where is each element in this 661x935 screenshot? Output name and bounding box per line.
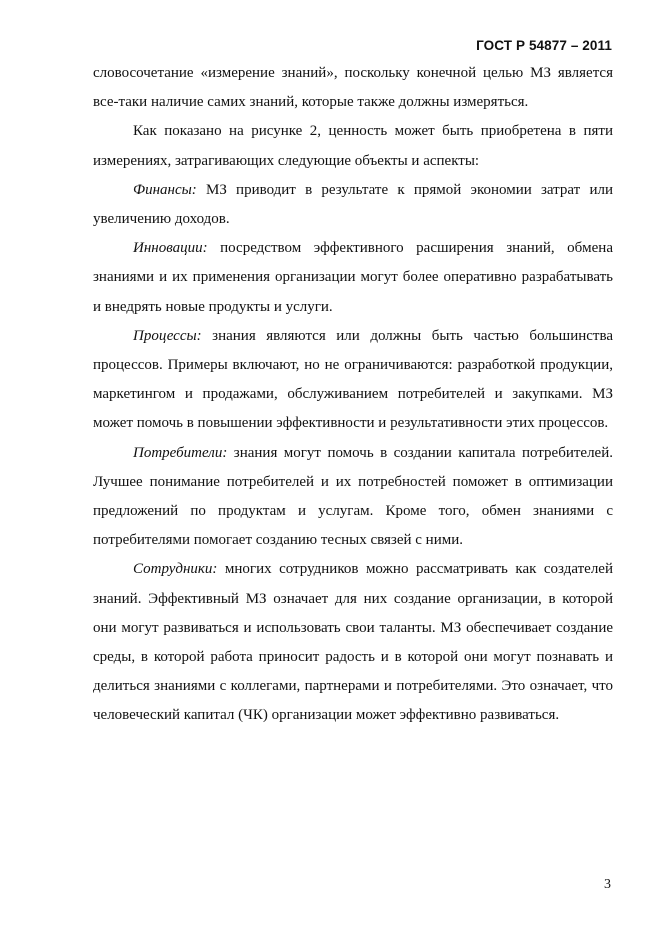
paragraph-lead: Финансы: (133, 181, 197, 198)
paragraph-text: знания могут помочь в создании капитала потребителей. Лучшее понимание потребителей и их потребностей поможет в оптимизации предложений по продуктам и услугам. Кроме того, обмен знаниями с потребителями помогает созданию тесных связей с ними. (93, 444, 613, 549)
paragraph-employees (93, 555, 613, 730)
page-number: 3 (604, 877, 611, 892)
paragraph-lead: Потребители: (133, 444, 228, 461)
paragraph-text: посредством эффективного расширения знаний, обмена знаниями и их применения организации могут более оперативно разрабатывать и внедрять новые продукты и услуги. (93, 240, 613, 315)
paragraph-lead: Процессы: (133, 327, 202, 344)
paragraph-intro (93, 117, 613, 175)
paragraph-innovation (93, 234, 613, 322)
paragraph-lead: Инновации: (133, 240, 208, 257)
paragraph-lead: Сотрудники: (133, 561, 218, 578)
paragraph-text: многих сотрудников можно рассматривать как создателей знаний. Эффективный МЗ означает для них создание организации, в которой они могут развиваться и использовать свои таланты. МЗ обеспечивает создание среды, в которой работа приносит радость и в которой они могут познавать и делиться знаниями с коллегами, партнерами и потребителями. Это означает, что человеческий капитал (ЧК) организации может эффективно развиваться. (93, 561, 613, 724)
paragraph-text: знания являются или должны быть частью большинства процессов. Примеры включают, но не ограничиваются: разработкой продукции, маркетингом и продажами, обслуживанием потребителей и закупками. МЗ может помочь в повышении эффективности и результативности этих процессов. (93, 327, 613, 432)
paragraph-continuation (93, 59, 613, 117)
document-header-id: ГОСТ Р 54877 – 2011 (476, 38, 612, 53)
paragraph-text: словосочетание «измерение знаний», поскольку конечной целью МЗ является все-таки наличие самих знаний, которые также должны измеряться. (93, 65, 613, 111)
paragraph-consumers (93, 439, 613, 556)
paragraph-processes (93, 322, 613, 439)
document-body (93, 59, 613, 731)
paragraph-finance (93, 176, 613, 234)
paragraph-text: МЗ приводит в результате к прямой экономии затрат или увеличению доходов. (93, 181, 613, 228)
paragraph-text: Как показано на рисунке 2, ценность может быть приобретена в пяти измерениях, затрагивающих следующие объекты и аспекты: (93, 123, 613, 169)
